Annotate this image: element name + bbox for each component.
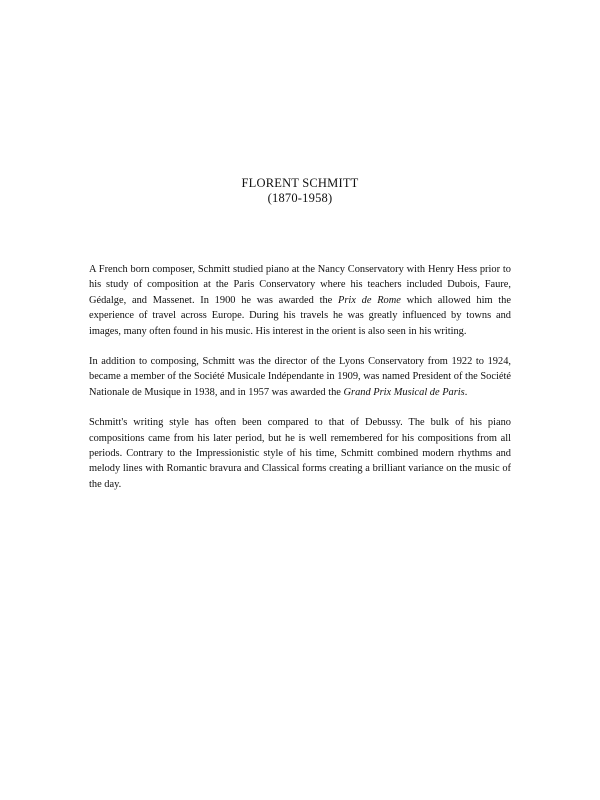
paragraph-segment: . — [464, 386, 468, 398]
award-title: Prix de Rome — [338, 294, 401, 306]
paragraph-segment: Schmitt's writing style has often been compared to that of Debussy. The bulk of his piano compositions came from his later period, but he is well remembered for his compositions from all periods. Contrary to the Impressionistic style of his time, Schmitt combined modern rhythms and melody lines with Romantic bravura and Classical forms creating a brilliant variance on the music of the day. — [89, 417, 511, 490]
biography-text — [89, 262, 511, 507]
biography-paragraph-2 — [89, 354, 511, 400]
paragraph-segment: In addition to composing, Schmitt was the director of the Lyons Conservatory from 1922 to 1924, became a member of the Société Musicale Indépendante in 1909, was named President of the Société Nationale de Musique in 1938, and in 1957 was awarded the — [89, 356, 511, 398]
composer-name: FLORENT SCHMITT — [241, 176, 359, 190]
composer-dates: (1870-1958) — [267, 191, 333, 205]
award-title: Grand Prix Musical de Paris — [343, 386, 465, 398]
paragraph-segment: which allowed him the experience of travel across Europe. During his travels he was greatly influenced by towns and images, many often found in his music. His interest in the orient is also seen in his writing. — [89, 294, 511, 337]
biography-paragraph-3 — [89, 415, 511, 492]
paragraph-segment: A French born composer, Schmitt studied piano at the Nancy Conservatory with Henry Hess prior to his study of composition at the Paris Conservatory where his teachers included Dubois, Faure, Gédalge, and Massenet. In 1900 he was awarded the — [89, 264, 511, 306]
biography-paragraph-1 — [89, 262, 511, 339]
composer-heading — [0, 176, 600, 206]
